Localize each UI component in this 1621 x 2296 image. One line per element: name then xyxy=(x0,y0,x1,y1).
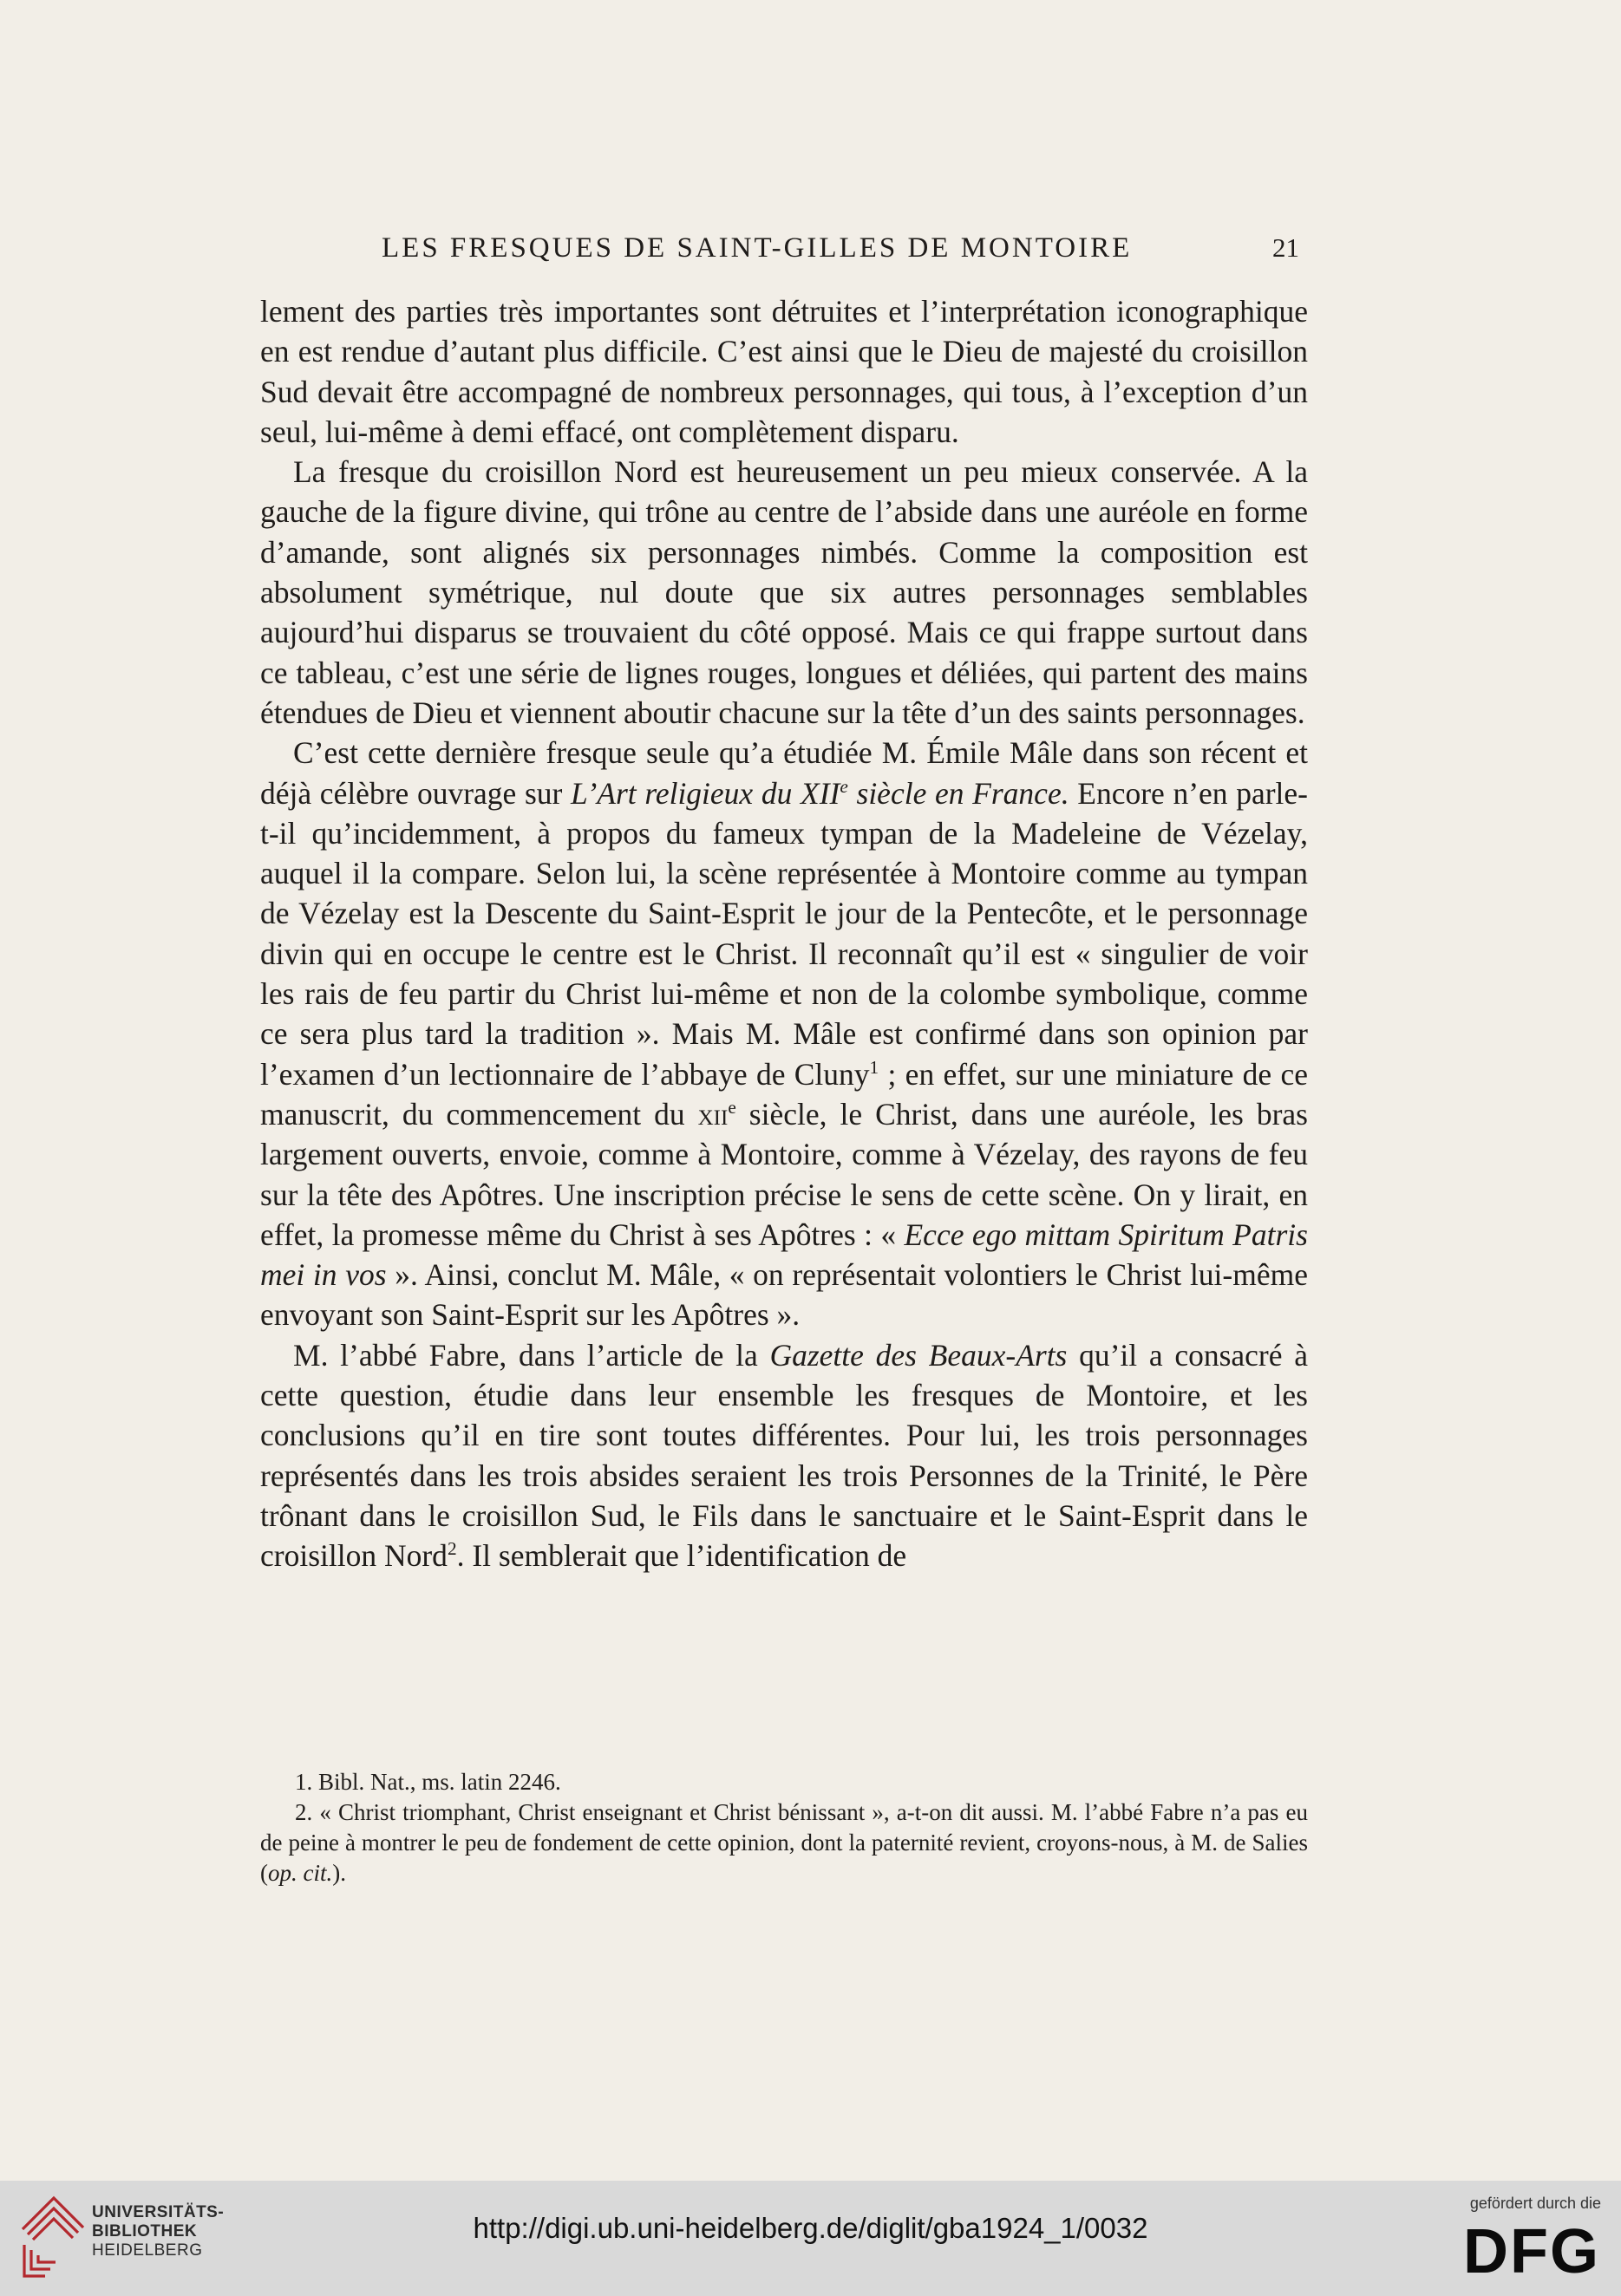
paragraph-2: La fresque du croisillon Nord est heureusement un peu mieux conservée. A la gauche de la figure divine, qui trône au centre de l’abside dans une auréole en forme d’amande, sont alignés six personnages nimbés. Comme la composition est absolument symétrique, nul doute que six autres personnages semblables aujourd’hui disparus se trouvaient du côté opposé. Mais ce qui frappe surtout dans ce tableau, c’est une série de lignes rouges, longues et déliées, qui partent des mains étendues de Dieu et viennent aboutir chacune sur la tête d’un des saints personnages. xyxy=(260,454,1308,730)
sponsor-caption: gefördert durch die xyxy=(1469,2195,1601,2212)
footnote-ref-1: 1 xyxy=(869,1056,879,1078)
library-name[interactable]: UNIVERSITÄTS- BIBLIOTHEK HEIDELBERG xyxy=(92,2203,225,2260)
footnote-ref-2: 2 xyxy=(447,1538,457,1560)
dfg-logo[interactable]: DFG xyxy=(1463,2217,1600,2286)
running-title: LES FRESQUES DE SAINT-GILLES DE MONTOIRE xyxy=(382,232,1133,264)
footnote-1: 1. Bibl. Nat., ms. latin 2246. xyxy=(295,1769,561,1795)
footer-bar xyxy=(0,2181,1621,2296)
permalink-url[interactable]: http://digi.ub.uni-heidelberg.de/diglit/gba1924_1/0032 xyxy=(473,2212,1148,2244)
body-text xyxy=(260,291,1308,1576)
footnote-2: 2. « Christ triomphant, Christ enseignant et Christ bénissant », a-t-on dit aussi. M. l’abbé Fabre n’a pas eu de peine à montrer le peu de fondement de cette opinion, dont la paternité revient, croyons-nous, à M. de Salies (op. cit.). xyxy=(260,1799,1308,1886)
footnotes xyxy=(260,1767,1308,1888)
latin-quote: Ecce ego mittam Spiritum Patris mei in vos xyxy=(260,1216,1308,1293)
journal-title: Gazette des Beaux-Arts xyxy=(769,1337,1068,1373)
paragraph-4: M. l’abbé Fabre, dans l’article de la Gazette des Beaux-Arts qu’il a consacré à cette question, étudie dans leur ensemble les fresques de Montoire, et les conclusions qu’il en tire sont toutes différentes. Pour lui, les trois personnages représentés dans les trois absides seraient les trois Personnes de la Trinité, le Père trônant dans le croisillon Sud, le Fils dans le sanctuaire et le Saint-Esprit dans le croisillon Nord$^2$. Il semblerait que l’identification de xyxy=(260,1337,1308,1574)
page-number: 21 xyxy=(1272,232,1299,263)
paragraph-1: lement des parties très importantes sont détruites et l’interprétation iconographique en est rendue d’autant plus difficile. C’est ainsi que le Dieu de majesté du croisillon Sud devait être accompagné de nombreux personnages, qui tous, à l’exception d’un seul, lui-même à demi effacé, ont complètement disparu. xyxy=(260,294,1308,449)
book-title: L’Art religieux du XIIe siècle en France. xyxy=(571,775,1069,811)
paragraph-3: C’est cette dernière fresque seule qu’a étudiée M. Émile Mâle dans son récent et déjà célèbre ouvrage sur L’Art religieux du XIIe siècle en France. Encore n’en parle-t-il qu’incidemment, à propos du fameux tympan de la Madeleine de Vézelay, auquel il la compare. Selon lui, la scène représentée à Montoire comme au tympan de Vézelay est la Descente du Saint-Esprit le jour de la Pentecôte, et le personnage divin qui en occupe le centre est le Christ. Il reconnaît qu’il est « singulier de voir les rais de feu partir du Christ lui-même et non de la colombe symbolique, comme ce sera plus tard la tradition ». Mais M. Mâle est confirmé dans son opinion par l’examen d’un lectionnaire de l’abbaye de Cluny$^1$ ; en effet, sur une miniature de ce manuscrit, du commencement du xii$^e$ siècle, le Christ, dans une auréole, les bras largement ouverts, envoie, comme à Montoire, comme à Vézelay, des rayons de feu sur la tête des Apôtres. Une inscription précise le sens de cette scène. On y lirait, en effet, la promesse même du Christ à ses Apôtres : « Ecce ego mittam Spiritum Patris mei in vos ». Ainsi, conclut M. Mâle, « on représentait volontiers le Christ lui-même envoyant son Saint-Esprit sur les Apôtres ». xyxy=(260,735,1308,1333)
running-head xyxy=(260,232,1310,276)
